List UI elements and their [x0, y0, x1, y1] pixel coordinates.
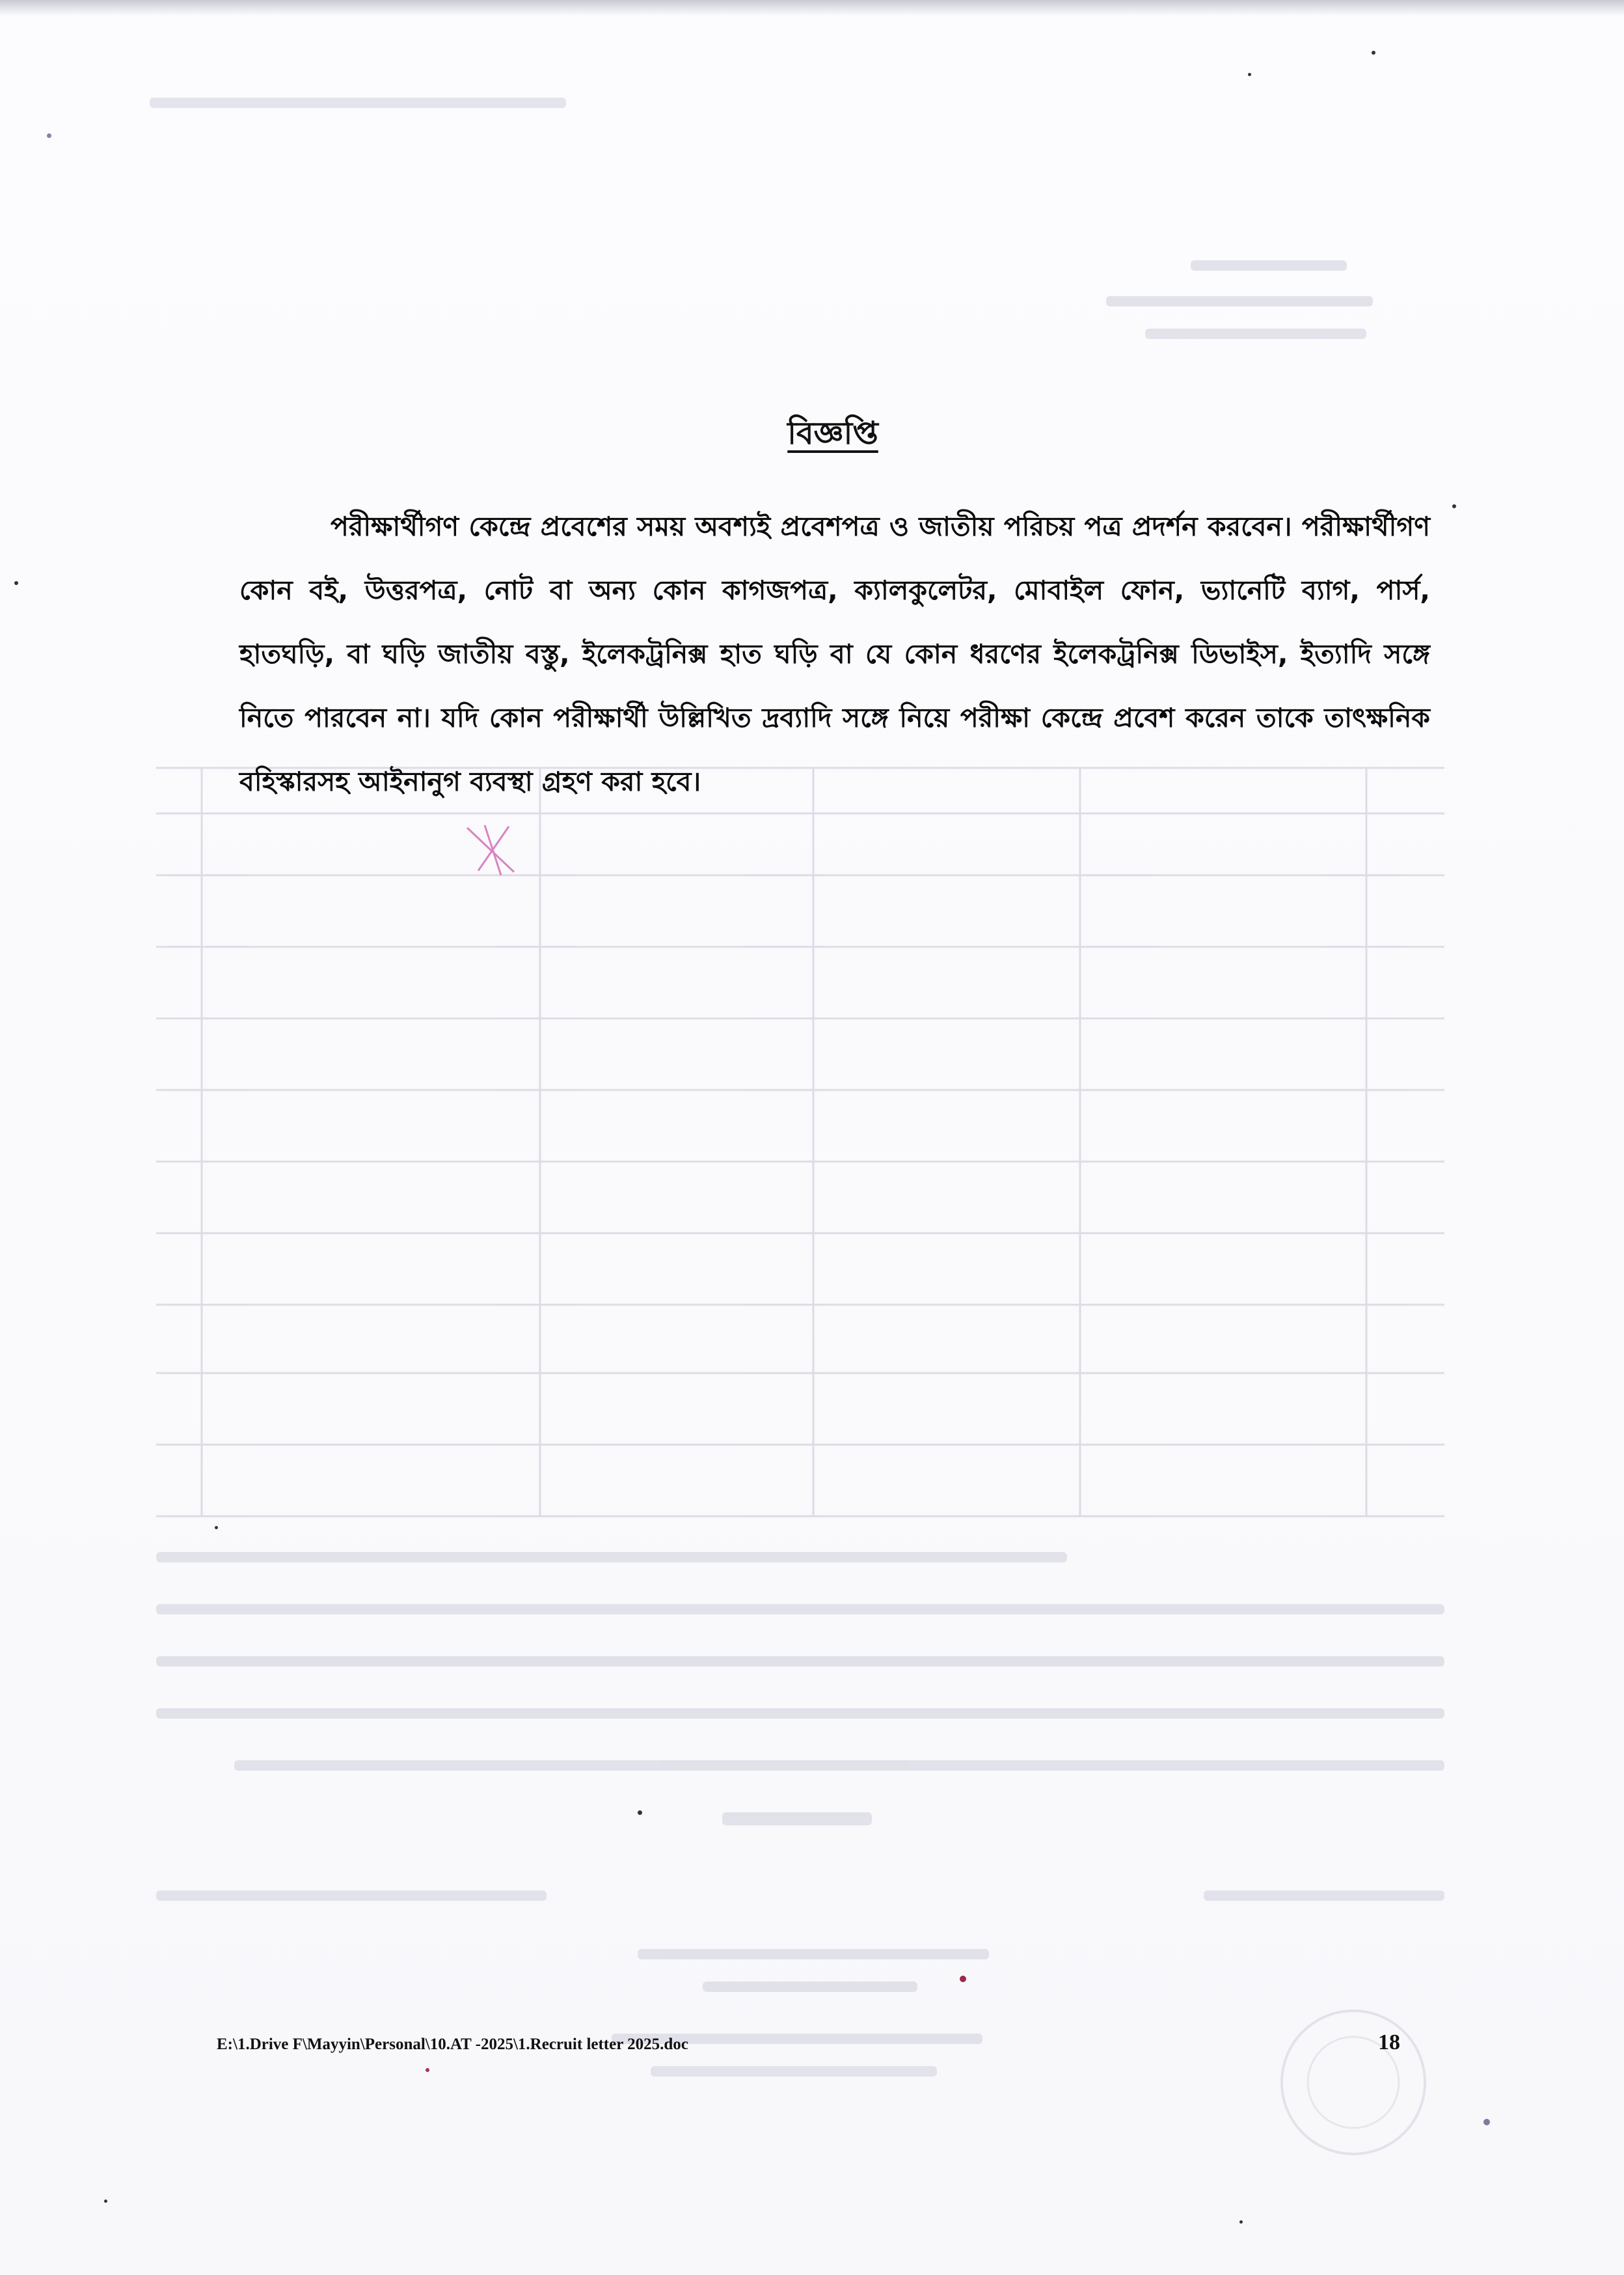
scan-speck — [1483, 2119, 1490, 2125]
scan-speck — [215, 1526, 218, 1529]
scan-speck — [1372, 51, 1375, 55]
scan-speck — [47, 133, 51, 138]
scan-speck — [638, 1810, 642, 1815]
footer-file-path: E:\1.Drive F\Mayyin\Personal\10.AT -2025\1.Recruit letter 2025.doc — [217, 2036, 688, 2053]
scan-speck — [1239, 2220, 1243, 2224]
scan-speck — [1452, 504, 1456, 508]
scan-speck — [426, 2068, 429, 2072]
notice-title: বিজ্ঞপ্তি — [787, 415, 878, 452]
page-number: 18 — [1378, 2030, 1400, 2054]
scan-speck — [14, 581, 18, 585]
scan-speck — [1248, 73, 1251, 76]
notice-body: পরীক্ষার্থীগণ কেন্দ্রে প্রবেশের সময় অবশ্যই প্রবেশপত্র ও জাতীয় পরিচয় পত্র প্রদর্শন করবেন। পরীক্ষার্থীগণ কোন বই, উত্তরপত্র, নোট বা অন্য কোন কাগজপত্র, ক্যালকুলেটর, মোবাইল ফোন, ভ্যানেটি ব্যাগ, পার্স, হাতঘড়ি, বা ঘড়ি জাতীয় বস্তু, ইলেকট্রনিক্স হাত ঘড়ি বা যে কোন ধরণের ইলেকট্রনিক্স ডিভাইস, ইত্যাদি সঙ্গে নিতে পারবেন না। যদি কোন পরীক্ষার্থী উল্লিখিত দ্রব্যাদি সঙ্গে নিয়ে পরীক্ষা কেন্দ্রে প্রবেশ করেন তাকে তাৎক্ষনিক বহিস্কারসহ আইনানুগ ব্যবস্থা গ্রহণ করা হবে। — [239, 511, 1430, 797]
scan-speck — [960, 1976, 966, 1982]
scan-speck — [104, 2200, 107, 2203]
